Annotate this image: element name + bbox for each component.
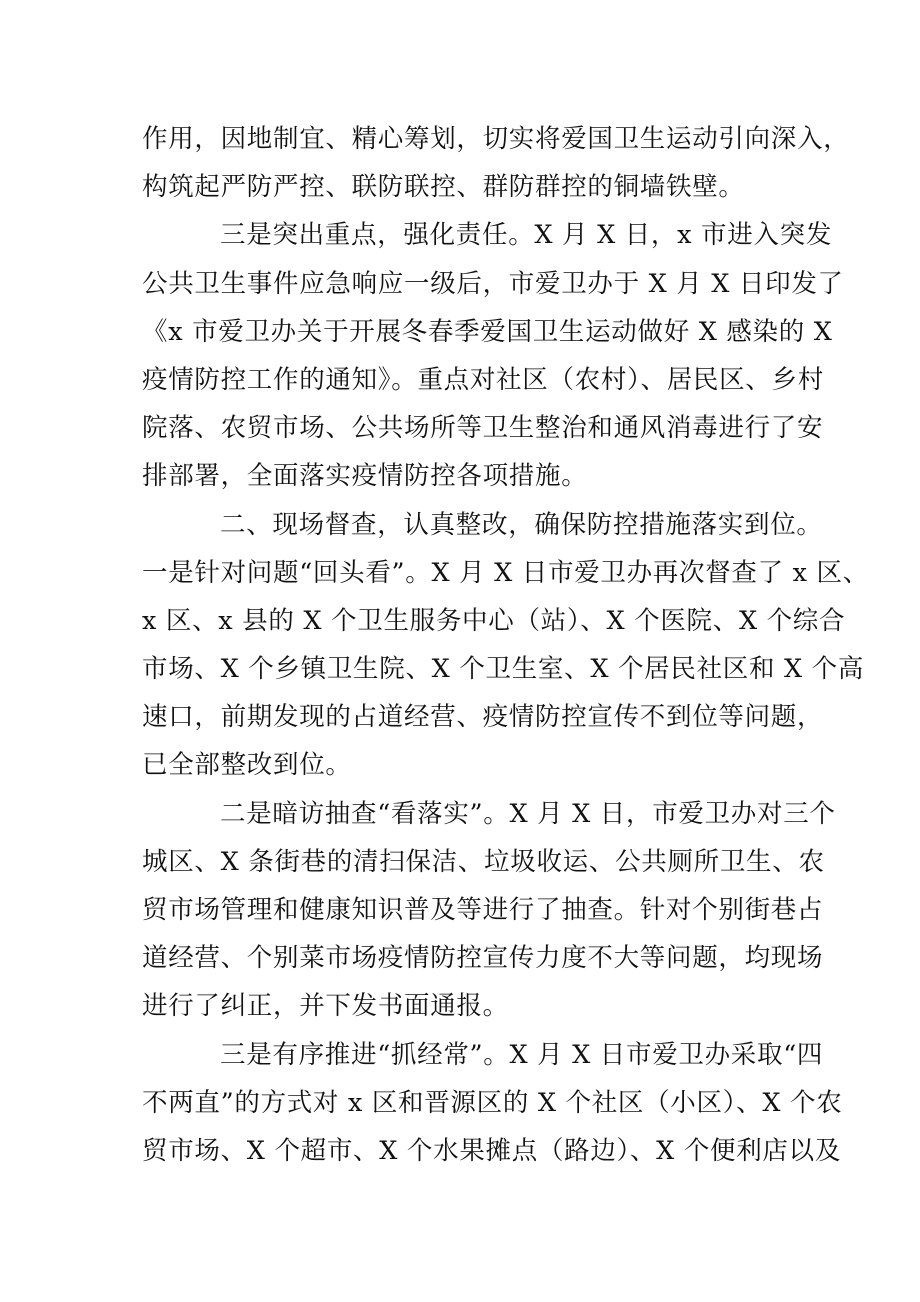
text-line: 三是有序推进“抓经常”。X 月 X 日市爱卫办采取“四 [220,1039,824,1070]
text-line: 已全部整改到位。 [142,750,352,781]
text-line: 作用，因地制宜、精心筹划，切实将爱国卫生运动引向深入， [142,124,850,154]
text-line: 二是暗访抽查“看落实”。X 月 X 日，市爱卫办对三个 [220,798,836,829]
text-line: 城区、X 条街巷的清扫保洁、垃圾收运、公共厕所卫生、农 [142,846,825,877]
text-line: 构筑起严防严控、联防联控、群防群控的铜墙铁壁。 [142,172,745,203]
text-line: 院落、农贸市场、公共场所等卫生整治和通风消毒进行了安 [142,413,824,444]
text-line: 道经营、个别菜市场疫情防控宣传力度不大等问题，均现场 [142,943,824,974]
text-line: 速口，前期发现的占道经营、疫情防控宣传不到位等问题， [142,702,824,733]
text-line: 市场、X 个乡镇卫生院、X 个卫生室、X 个居民社区和 X 个高 [142,654,865,685]
text-line: 二、现场督查，认真整改，确保防控措施落实到位。 [220,509,823,540]
text-line: x 区、x 县的 X 个卫生服务中心（站）、X 个医院、X 个综合 [142,605,846,636]
text-line: 不两直”的方式对 x 区和晋源区的 X 个社区（小区）、X 个农 [142,1087,843,1118]
document-page [142,115,869,1175]
text-line: 进行了纠正，并下发书面通报。 [142,991,509,1022]
text-line: 排部署，全面落实疫情防控各项措施。 [142,461,588,492]
text-line: 公共卫生事件应急响应一级后，市爱卫办于 X 月 X 日印发了 [142,268,844,299]
text-line: 贸市场、X 个超市、X 个水果摊点（路边）、X 个便利店以及 [142,1135,842,1166]
text-line: 《x 市爱卫办关于开展冬春季爱国卫生运动做好 X 感染的 X [142,316,833,347]
text-line: 一是针对问题“回头看”。X 月 X 日市爱卫办再次督查了 x 区、 [142,557,869,588]
text-line: 疫情防控工作的通知》。重点对社区（农村）、居民区、乡村 [142,364,824,395]
text-line: 三是突出重点，强化责任。X 月 X 日，x 市进入突发 [220,220,833,251]
text-line: 贸市场管理和健康知识普及等进行了抽查。针对个别街巷占 [142,895,824,925]
